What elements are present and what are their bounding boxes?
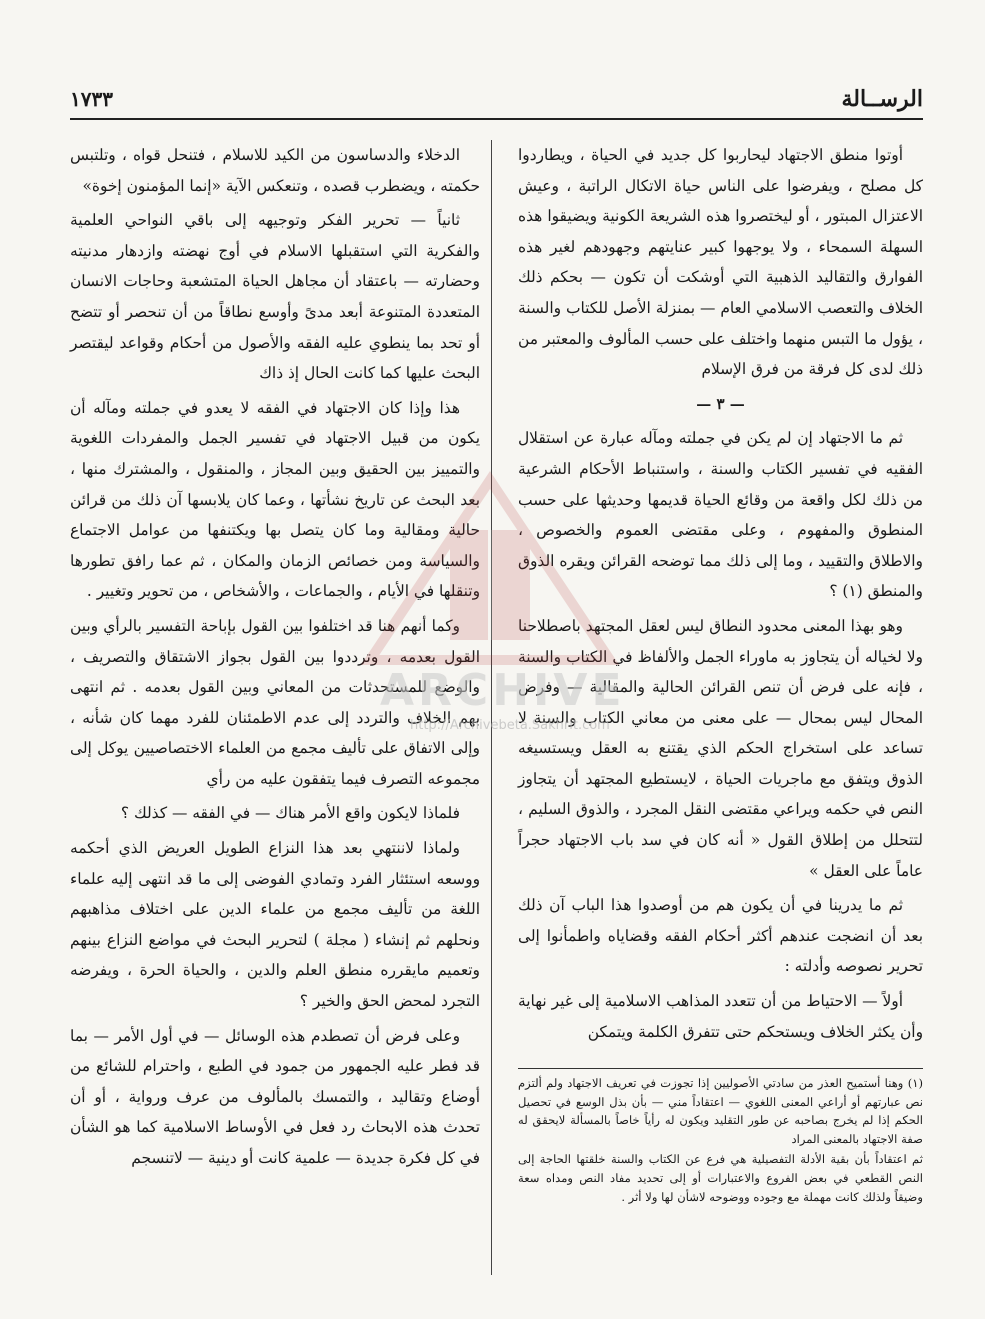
paragraph: وهو بهذا المعنى محدود النطاق ليس لعقل المجتهد باصطلاحنا ولا لخياله أن يتجاوز به ماوراء الجمل والألفاظ في الكتاب والسنة ، فإنه على فرض أن تنص القرائن الحالية والمقالية — وفرض المحال ليس بمحال — على معنى من معاني الكتاب والسنة لا تساعد على استخراج الحكم الذي يقتنع به العقل ويستسيغه الذوق ويتفق مع ماجريات الحياة ، لايستطيع المجتهد أن يتجاوز النص في حكمه ويراعي مقتضى النقل المجرد ، والذوق السليم ، لتتحلل من إطلاق القول « أنه كان في سد باب الاجتهاد حجراً عاماً على العقل » [518, 616, 923, 880]
paragraph: ثم ما يدرينا في أن يكون هم من أوصدوا هذا الباب آن ذلك بعد أن انضجت عندهم أكثر أحكام الفقه وقضاياه واطمأنوا إلى تحرير نصوصه وأدلته : [518, 896, 923, 976]
page-header [70, 84, 923, 114]
paragraph: ثانياً — تحرير الفكر وتوجيهه إلى باقي النواحي العلمية والفكرية التي استقبلها الاسلام في أوج نهضته وازدهار مدنيته وحضارته — باعتقاد أن مجاهل الحياة المتشعبة وحاجات الانسان المتعددة المتنوعة أبعد مدىً وأوسع نطاقاً من أن تنحصر أو تتضح أو تحد بما ينطوي عليه الفقه والأصول من أحكام وقواعد ليقتصر البحث عليها كما كانت الحال إذ ذاك [70, 211, 480, 383]
paragraph: وكما أنهم هنا قد اختلفوا بين القول بإباحة التفسير بالرأي وبين القول بعدمه ، وترددوا بين القول بجواز الاشتقاق والتصريف ، والوضع للمستحدثات من المعاني وبين القول بعدمه . ثم انتهى بهم الخلاف والتردد إلى عدم الاطمئنان للفرد مهما كان شأنه ، وإلى الاتفاق على تأليف مجمع من العلماء الاختصاصيين يوكل إلى مجموعه التصرف فيما يتفقون عليه من رأي [70, 616, 480, 788]
paragraph: ثم ما الاجتهاد إن لم يكن في جملته ومآله عبارة عن استقلال الفقيه في تفسير الكتاب والسنة ، واستنباط الأحكام الشرعية من ذلك لكل واقعة من وقائع الحياة قديمها وحديثها على حسب المنطوق والمفهوم ، وعلى مقتضى العموم والخصوص ، والاطلاق والتقييد ، وما إلى ذلك مما توضحه القرائن ويقره الذوق والمنطق (١) ؟ [518, 429, 923, 601]
header-rule [70, 118, 923, 120]
watermark-url: http://Archivebeta.Sakhrit.com [410, 718, 610, 733]
paragraph: هذا وإذا كان الاجتهاد في الفقه لا يعدو في جملته ومآله أن يكون من قبيل الاجتهاد في تفسير الجمل والمفردات اللغوية والتمييز بين الحقيق وبين المجاز ، والمنقول ، والمشترك منها ، بعد البحث عن تاريخ نشأتها ، وعما كان يلابسها آن ذلك من قرائن حالية ومقالية وما كان يتصل بها ويكتنفها من عوامل الاجتماع والسياسة ومن خصائص الزمان والمكان ، ثم عما رافق تطورها وتنقلها في الأيام ، والجماعات ، والأشخاص ، من تحوير وتغيير . [70, 398, 480, 601]
magazine-title: الرســالة [841, 86, 923, 112]
left-column [70, 140, 480, 1178]
watermark-text: ARCHIVE [380, 665, 626, 716]
paragraph: فلماذا لايكون واقع الأمر هناك — في الفقه — كذلك ؟ [120, 804, 460, 823]
paragraph: ولماذا لاننتهي بعد هذا النزاع الطويل العريض الذي أحكمه ووسعه استئثار الفرد وتمادي الفوضى إلى ما قد انتهى إليه علماء اللغة من تأليف مجمع من علماء الدين على اختلاف مذاهبهم ونحلهم ثم إنشاء ( مجلة ) لتحرير البحث في مواضع النزاع بينهم وتعميم مايقرره منطق العلم والدين ، والحياة الحرة ، ويفرضه التجرد لمحض الحق والخير ؟ [70, 839, 480, 1011]
footnotes [518, 1074, 923, 1208]
paragraph: وعلى فرض أن تصطدم هذه الوسائل — في أول الأمر — بما قد فطر عليه الجمهور من جمود في الطبع ، واحترام للشائع من أوضاع وتقاليد ، والتمسك بالمألوف من عرف ورواية ، أو أن تحدث هذه الابحاث رد فعل في الأوساط الاسلامية كما هو الشأن في كل فكرة جديدة — علمية كانت أو دينية — لاتنسجم [70, 1026, 480, 1167]
page-number: ١٧٣٣ [70, 87, 113, 111]
right-column [518, 140, 923, 1051]
footnote: ثم اعتقاداً بأن بقية الأدلة التفصيلية هي فرع عن الكتاب والسنة خلقتها الحاجة إلى النص القطعي في بعض الفروع والاعتبارات أو إلى تحديد مفاد النص ومداه سعة وضيقاً ولذلك كانت مهملة مع وجوده ووضوحه لاشأن لها ولا أثر . [518, 1152, 923, 1204]
footnote: (١) وهنا أستميح العذر من سادتي الأصوليين إذا تجوزت في تعريف الاجتهاد ولم ألتزم نص عبارتهم أو أراعي المعنى اللغوي — اعتقاداً مني — بأن بذل الوسع في تحصيل الحكم إذا لم يخرج بصاحبه عن طور التقليد ويكون له رأياً خاصاً بالمسألة لايحقق له صفة الاجتهاد بالمعنى المراد [518, 1076, 923, 1146]
paragraph: الدخلاء والدساسون من الكيد للاسلام ، فتنحل قواه ، وتلتبس حكمته ، ويضطرب قصده ، وتنعكس الآية «إنما المؤمنون إخوة» [70, 146, 480, 195]
paragraph: أولاً — الاحتياط من أن تتعدد المذاهب الاسلامية إلى غير نهاية وأن يكثر الخلاف ويستحكم حتى تتفرق الكلمة ويتمكن [518, 992, 923, 1041]
section-number: — ٣ — [696, 394, 745, 413]
footnote-rule [518, 1068, 923, 1069]
paragraph: أوتوا منطق الاجتهاد ليحاربوا كل جديد في الحياة ، ويطاردوا كل مصلح ، ويفرضوا على الناس حياة الاتكال الراتبة ، وعيش الاعتزال المبتور ، أو ليختصروا هذه الشريعة الكونية ويضيقوا هذه السهلة السمحاء ، ولا يوجهوا كبير عنايتهم وجهودهم لغير هذه الفوارق والتقاليد الذهبية التي أوشكت أن تكون — بحكم ذلك الخلاف والتعصب الاسلامي العام — بمنزلة الأصل للكتاب والسنة ، يؤول ما التبس منهما واختلف على حسب المألوف والمعتبر من ذلك لدى كل فرقة من فرق الإسلام [518, 146, 923, 379]
